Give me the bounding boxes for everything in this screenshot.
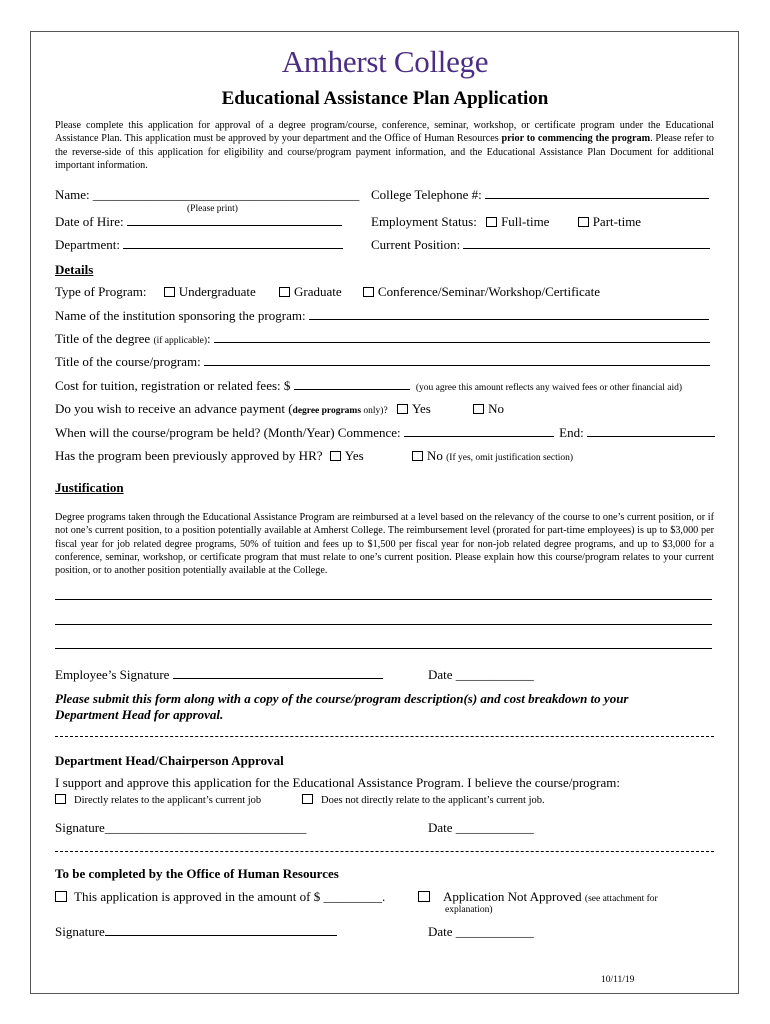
relates-row: Directly relates to the applicant’s current job bbox=[55, 794, 261, 806]
conference-checkbox[interactable] bbox=[363, 287, 374, 297]
hr-approved-checkbox[interactable] bbox=[55, 891, 67, 902]
position-row: Current Position: bbox=[371, 237, 710, 253]
degree-title-row: Title of the degree (if applicable): bbox=[55, 331, 710, 347]
justification-line-1[interactable] bbox=[55, 599, 712, 600]
name-field[interactable]: _________________________________________ bbox=[92, 187, 360, 202]
separator-2 bbox=[55, 851, 714, 852]
submit-instruction: Please submit this form along with a copy of the course/program description(s) and cost breakdown to your Department Head for approval. bbox=[55, 691, 629, 722]
hire-date-field[interactable] bbox=[127, 214, 342, 226]
position-field[interactable] bbox=[463, 237, 710, 249]
dept-approval-heading: Department Head/Chairperson Approval bbox=[55, 753, 284, 768]
institution-field[interactable] bbox=[309, 308, 709, 320]
previously-approved-row: Has the program been previously approved by HR? Yes bbox=[55, 448, 364, 463]
form-revision-date: 10/11/19 bbox=[601, 975, 635, 985]
justification-line-2[interactable] bbox=[55, 624, 712, 625]
hire-row: Date of Hire: bbox=[55, 214, 342, 230]
hr-signature-field[interactable] bbox=[105, 924, 337, 936]
commence-field[interactable] bbox=[404, 425, 554, 437]
justification-text: Degree programs taken through the Educational Assistance Program are reimbursed at a level based on the relevancy of the course to one’s current position, or if not one’s current position, to a position potentially available at Amherst College. The reimbursement level (prorated for part-time employees) is up to $3,000 per fiscal year for job related degree programs, 50% of tuition and fees up to $1,500 per fiscal year for non-job related degree programs, and up to $3,000 for a conference, seminar, workshop, or certificate program that must relate to one’s current position. Please explain how this course/program relates to your current position, or to another position potentially available at the College. bbox=[55, 512, 714, 577]
previously-approved-no: No (If yes, omit justification section) bbox=[412, 448, 573, 464]
hr-approved-row: This application is approved in the amount of $ _________. bbox=[55, 889, 385, 905]
employee-signature-row: Employee’s Signature bbox=[55, 667, 383, 683]
phone-row: College Telephone #: bbox=[371, 187, 709, 203]
approved-yes-checkbox[interactable] bbox=[330, 451, 341, 461]
hr-heading: To be completed by the Office of Human Resources bbox=[55, 866, 339, 881]
hr-not-approved-row: Application Not Approved (see attachment for bbox=[418, 889, 658, 905]
schedule-row: When will the course/program be held? (Month/Year) Commence: End: bbox=[55, 425, 715, 441]
intro-paragraph: Please complete this application for approval of a degree program/course, conference, seminar, workshop, or certificate program under the Educational Assistance Plan. This application must be approved by your department and the Office of Human Resources prior to commencing the program. Please refer to the reverse-side of this application for eligibility and course/program payment information, and the Educational Assistance Plan Document for additional important information. bbox=[55, 120, 715, 171]
hr-not-approved-note: explanation) bbox=[445, 905, 493, 915]
end-field[interactable] bbox=[587, 425, 715, 437]
department-field[interactable] bbox=[123, 237, 343, 249]
details-heading: Details bbox=[55, 262, 94, 277]
undergrad-checkbox[interactable] bbox=[164, 287, 175, 297]
hr-not-approved-checkbox[interactable] bbox=[418, 891, 430, 902]
advance-yes-checkbox[interactable] bbox=[397, 404, 408, 414]
dept-signature-field[interactable]: _______________________________ bbox=[104, 820, 307, 835]
page-title: Educational Assistance Plan Application bbox=[221, 88, 549, 109]
fulltime-checkbox[interactable] bbox=[486, 217, 497, 227]
dept-date-row: Date ____________ bbox=[428, 820, 534, 835]
justification-heading: Justification bbox=[55, 480, 124, 495]
parttime-checkbox[interactable] bbox=[578, 217, 589, 227]
dept-date-field[interactable]: ____________ bbox=[455, 820, 534, 835]
status-row: Employment Status: Full-time Part-time bbox=[371, 214, 642, 229]
hr-signature-row: Signature bbox=[55, 924, 337, 940]
employee-date-field[interactable]: ____________ bbox=[455, 667, 534, 682]
not-relates-checkbox[interactable] bbox=[302, 794, 313, 804]
cost-field[interactable] bbox=[294, 378, 410, 390]
please-print-note: (Please print) bbox=[187, 204, 238, 214]
degree-title-field[interactable] bbox=[214, 331, 710, 343]
dept-approval-text: I support and approve this application for the Educational Assistance Program. I believe the course/program: bbox=[55, 775, 620, 790]
name-row: Name: _________________________________________ bbox=[55, 187, 360, 202]
hr-date-field[interactable]: ____________ bbox=[455, 924, 534, 939]
employee-date-row: Date ____________ bbox=[428, 667, 534, 682]
hr-date-row: Date ____________ bbox=[428, 924, 534, 939]
not-relates-row: Does not directly relate to the applicant’s current job. bbox=[302, 794, 545, 806]
institution-row: Name of the institution sponsoring the program: bbox=[55, 308, 709, 324]
justification-line-3[interactable] bbox=[55, 648, 712, 649]
graduate-checkbox[interactable] bbox=[279, 287, 290, 297]
advance-no-checkbox[interactable] bbox=[473, 404, 484, 414]
employee-signature-field[interactable] bbox=[173, 667, 383, 679]
program-type-row: Type of Program: Undergraduate Graduate Conference/Seminar/Workshop/Certificate bbox=[55, 284, 600, 299]
approved-no-checkbox[interactable] bbox=[412, 451, 423, 461]
separator-1 bbox=[55, 736, 714, 737]
dept-signature-row: Signature_______________________________ bbox=[55, 820, 307, 835]
relates-checkbox[interactable] bbox=[55, 794, 66, 804]
college-logo: Amherst College bbox=[281, 44, 489, 79]
dept-row: Department: bbox=[55, 237, 343, 253]
phone-field[interactable] bbox=[485, 187, 709, 199]
advance-payment-row: Do you wish to receive an advance payment (degree programs only)? Yes No bbox=[55, 401, 505, 416]
cost-row: Cost for tuition, registration or related fees: $ (you agree this amount reflects any waived fees or other financial aid) bbox=[55, 378, 683, 393]
course-title-row: Title of the course/program: bbox=[55, 354, 710, 370]
course-title-field[interactable] bbox=[204, 354, 710, 366]
